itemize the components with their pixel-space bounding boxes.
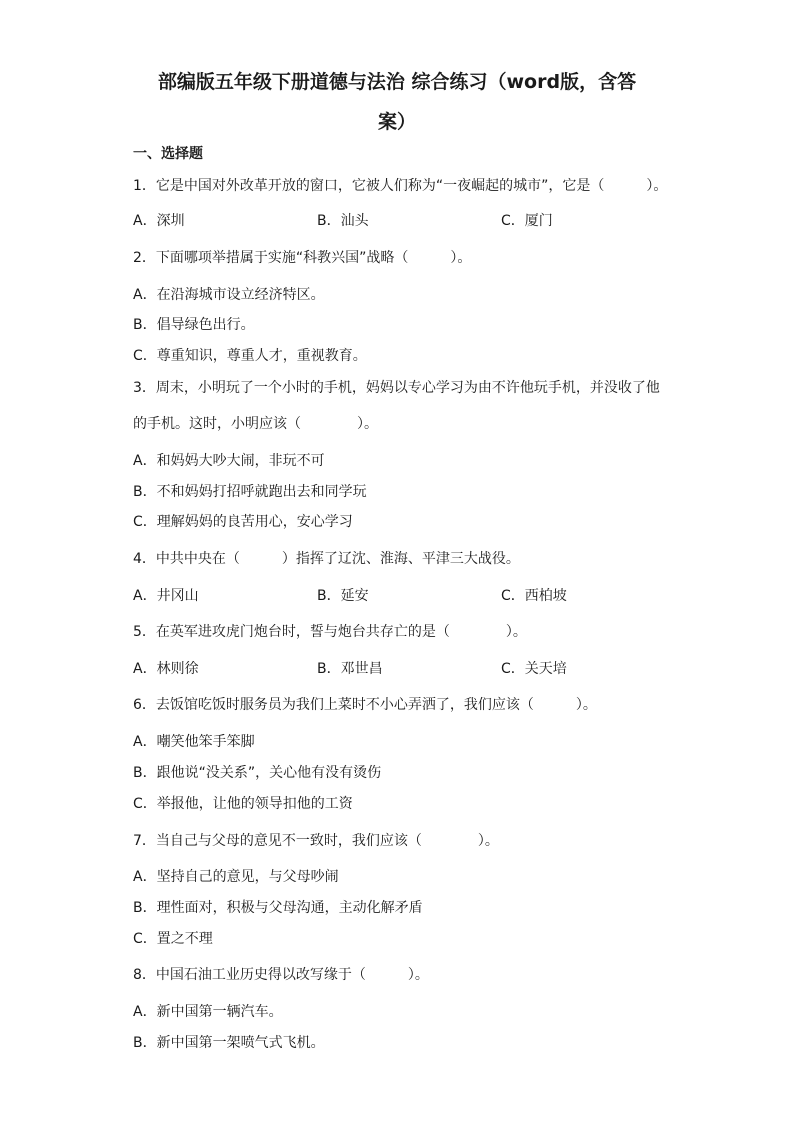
question-6-option-b[interactable]: B．跟他说“没关系”，关心他有没有烫伤 [133, 765, 382, 781]
title-line-2: 案） [377, 111, 416, 133]
question-5-stem: 5．在英军进攻虎门炮台时，誓与炮台共存亡的是（ ）。 [133, 624, 527, 640]
question-8-option-b[interactable]: B．新中国第一架喷气式飞机。 [133, 1035, 325, 1051]
question-6-option-a[interactable]: A．嘲笑他笨手笨脚 [133, 734, 255, 750]
question-4-option-b[interactable]: B．延安 [317, 588, 369, 604]
question-3-stem-line-2: 的手机。这时，小明应该（ ）。 [133, 416, 378, 432]
question-4-options [133, 585, 673, 607]
question-3-option-b[interactable]: B．不和妈妈打招呼就跑出去和同学玩 [133, 484, 367, 500]
question-2-option-c[interactable]: C．尊重知识，尊重人才，重视教育。 [133, 348, 367, 364]
question-7-option-a[interactable]: A．坚持自己的意见，与父母吵闹 [133, 869, 339, 885]
question-7-option-b[interactable]: B．理性面对，积极与父母沟通，主动化解矛盾 [133, 900, 423, 916]
question-5-option-c[interactable]: C．关天培 [501, 661, 567, 677]
question-5-options [133, 658, 673, 680]
question-6-option-c[interactable]: C．举报他，让他的领导扣他的工资 [133, 796, 353, 812]
question-4-option-a[interactable]: A．井冈山 [133, 588, 199, 604]
question-4-stem: 4．中共中央在（ ）指挥了辽沈、淮海、平津三大战役。 [133, 551, 520, 567]
question-2-option-b[interactable]: B．倡导绿色出行。 [133, 317, 255, 333]
question-3-option-c[interactable]: C．理解妈妈的良苦用心，安心学习 [133, 514, 353, 530]
title-line-1: 部编版五年级下册道德与法治 综合练习（word版，含答 [157, 71, 637, 93]
question-8-option-a[interactable]: A．新中国第一辆汽车。 [133, 1004, 283, 1020]
question-2-option-a[interactable]: A．在沿海城市设立经济特区。 [133, 287, 325, 303]
question-8-stem: 8．中国石油工业历史得以改写缘于（ ）。 [133, 967, 429, 983]
question-5-option-b[interactable]: B．邓世昌 [317, 661, 383, 677]
document-title [120, 62, 674, 142]
question-7-option-c[interactable]: C．置之不理 [133, 931, 213, 947]
question-3-option-a[interactable]: A．和妈妈大吵大闹，非玩不可 [133, 453, 325, 469]
section-heading: 一、选择题 [133, 146, 203, 162]
question-1-option-a[interactable]: A．深圳 [133, 213, 185, 229]
question-1-option-c[interactable]: C．厦门 [501, 213, 553, 229]
question-2-stem: 2．下面哪项举措属于实施“科教兴国”战略（ ）。 [133, 250, 472, 266]
question-3-stem-line-1: 3．周末，小明玩了一个小时的手机，妈妈以专心学习为由不许他玩手机，并没收了他 [133, 380, 660, 396]
question-1-options [133, 210, 673, 232]
question-5-option-a[interactable]: A．林则徐 [133, 661, 199, 677]
question-4-option-c[interactable]: C．西柏坡 [501, 588, 567, 604]
question-6-stem: 6．去饭馆吃饭时服务员为我们上菜时不小心弄洒了，我们应该（ ）。 [133, 697, 597, 713]
question-1-stem: 1．它是中国对外改革开放的窗口，它被人们称为“一夜崛起的城市”，它是（ ）。 [133, 178, 668, 194]
question-1-option-b[interactable]: B．汕头 [317, 213, 369, 229]
question-7-stem: 7．当自己与父母的意见不一致时，我们应该（ ）。 [133, 833, 499, 849]
